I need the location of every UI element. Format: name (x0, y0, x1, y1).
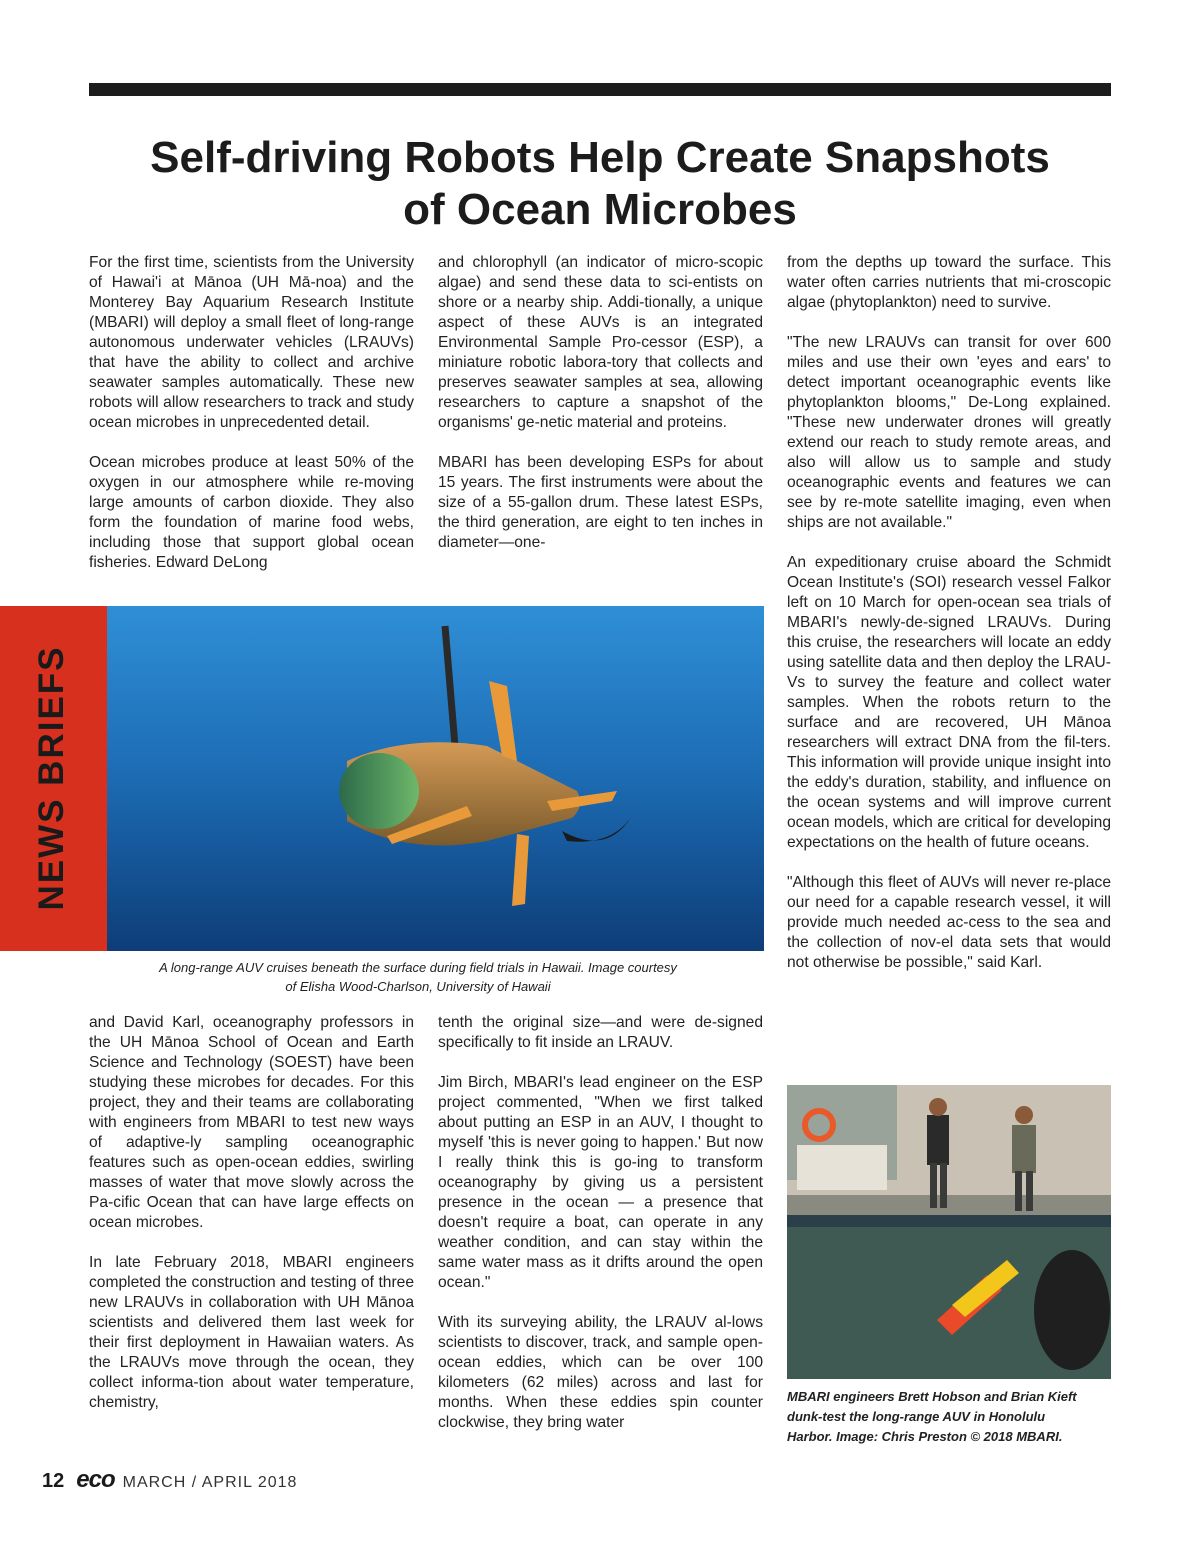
paragraph: "The new LRAUVs can transit for over 600 miles and use their own 'eyes and ears' to detect important oceanographic events like phytoplankton blooms," De-Long explained. "These new underwater drones will greatly extend our reach to study remote areas, and also will allow us to sample and study oceanographic events and features we can see by re-mote satellite imaging, even when ships are not available." (787, 334, 1111, 531)
paragraph: MBARI has been developing ESPs for about 15 years. The first instruments were about the size of a 55-gallon drum. These latest ESPs, the third generation, are eight to ten inches in diameter—one- (438, 454, 763, 551)
paragraph: An expeditionary cruise aboard the Schmidt Ocean Institute's (SOI) research vessel Falkor left on 10 March for open-ocean sea trials of MBARI's newly-de-signed LRAUVs. During this cruise, the researchers will locate an eddy using satellite data and then deploy the LRAU-Vs to survey the feature and collect water samples. When the robots return to the surface and are recovered, UH Mānoa researchers will extract DNA from the fil-ters. This information will provide unique insight into the eddy's duration, stability, and influence on the ocean systems and will improve current ocean models, which are critical for developing expectations on the health of future oceans. (787, 554, 1111, 851)
paragraph: Ocean microbes produce at least 50% of the oxygen in our atmosphere while re-moving large amounts of carbon dioxide. They also form the foundation of marine food webs, including those that support global ocean fisheries. Edward DeLong (89, 454, 414, 571)
headline-line-2: of Ocean Microbes (403, 185, 797, 234)
caption-line: MBARI engineers Brett Hobson and Brian Kieft (787, 1389, 1077, 1404)
paragraph: For the first time, scientists from the University of Hawai'i at Mānoa (UH Mā-noa) and the Monterey Bay Aquarium Research Institute (MBARI) will deploy a small fleet of long-range autonomous underwater vehicles (LRAUVs) that have the ability to collect and archive seawater samples automatically. These new robots will allow researchers to track and study ocean microbes in unprecedented detail. (89, 254, 414, 431)
paragraph: and chlorophyll (an indicator of micro-scopic algae) and send these data to sci-entists on shore or a nearby ship. Addi-tionally, a unique aspect of these AUVs is an integrated Environmental Sample Pro-cessor (ESP), a miniature robotic labora-tory that collects and preserves seawater samples at sea, allowing researchers to capture a snapshot of the organisms' ge-netic material and proteins. (438, 254, 763, 431)
magazine-logo: eco (76, 1466, 115, 1493)
paragraph: from the depths up toward the surface. This water often carries nutrients that mi-croscopic algae (phytoplankton) need to survive. (787, 254, 1111, 311)
auv-underwater-illustration (107, 606, 764, 951)
paragraph: Jim Birch, MBARI's lead engineer on the ESP project commented, "When we first talked about putting an ESP in an AUV, I thought to myself 'this is never going to happen.' But now I really think this is go-ing to transform oceanography by giving us a persistent presence in the ocean — a presence that doesn't require a boat, can operate in any weather condition, and can stay within the same water mass as it drifts around the open ocean." (438, 1074, 763, 1291)
headline-line-1: Self-driving Robots Help Create Snapshots (150, 133, 1050, 182)
harbor-illustration (787, 1085, 1111, 1379)
caption-line: Harbor. Image: Chris Preston © 2018 MBARI. (787, 1429, 1063, 1444)
column-2-bottom (438, 1013, 763, 1433)
photo-main-caption (107, 958, 729, 996)
paragraph: "Although this fleet of AUVs will never re-place our need for a capable research vessel, it will provide much needed ac-cess to the sea and the collection of nov-el data sets that would not otherwise be possible," said Karl. (787, 874, 1111, 971)
section-label: NEWS BRIEFS (32, 645, 71, 911)
auv-underwater-photo (107, 606, 764, 951)
paragraph: tenth the original size—and were de-signed specifically to fit inside an LRAUV. (438, 1014, 763, 1051)
paragraph: and David Karl, oceanography professors in the UH Mānoa School of Ocean and Earth Science and Technology (SOEST) have been studying these microbes for decades. For this project, they and their teams are collaborating with engineers from MBARI to test new ways of adaptive-ly sampling oceanographic features such as open-ocean eddies, swirling masses of water that move slowly across the Pa-cific Ocean that can have large effects on ocean microbes. (89, 1014, 414, 1231)
column-1-top (89, 253, 414, 573)
paragraph: With its surveying ability, the LRAUV al-lows scientists to discover, track, and sample open-ocean eddies, which can be over 100 kilometers (62 miles) across and last for months. When these eddies spin counter clockwise, they bring water (438, 1314, 763, 1431)
page-footer (42, 1466, 297, 1492)
caption-line: A long-range AUV cruises beneath the surface during field trials in Hawaii. Image courtesy (159, 960, 677, 975)
column-1-bottom (89, 1013, 414, 1413)
paragraph: In late February 2018, MBARI engineers completed the construction and testing of three new LRAUVs in collaboration with UH Mānoa scientists and delivered them last week for their first deployment in Hawaiian waters. As the LRAUVs move through the ocean, they collect informa-tion about water temperature, chemistry, (89, 1254, 414, 1411)
issue-date: MARCH / APRIL 2018 (122, 1474, 298, 1491)
column-3 (787, 253, 1111, 973)
harbor-dunk-test-photo (787, 1085, 1111, 1379)
caption-line: dunk-test the long-range AUV in Honolulu (787, 1409, 1046, 1424)
caption-line: of Elisha Wood-Charlson, University of Hawaii (285, 979, 551, 994)
page-number: 12 (42, 1470, 65, 1492)
photo-side-caption (787, 1387, 1117, 1447)
column-2-top (438, 253, 763, 553)
top-rule (89, 83, 1111, 96)
headline (89, 132, 1111, 236)
